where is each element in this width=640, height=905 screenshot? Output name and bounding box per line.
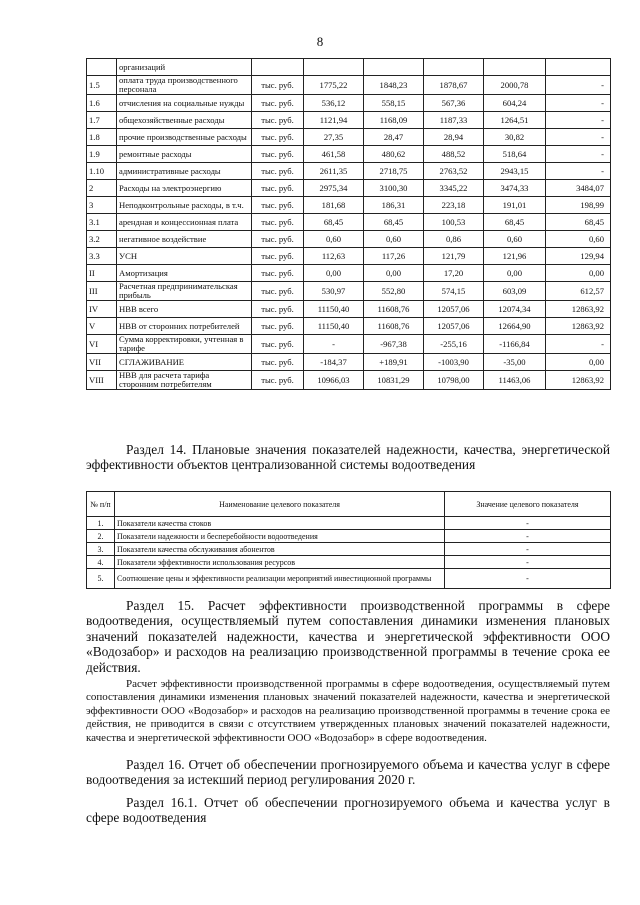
- row-value: 0,60: [546, 231, 611, 248]
- indicator-value: -: [445, 530, 611, 543]
- table-row: [87, 180, 611, 197]
- row-value: 68,45: [364, 214, 424, 231]
- row-name: прочие производственные расходы: [117, 129, 252, 146]
- row-value: 117,26: [364, 248, 424, 265]
- table-row: [87, 543, 611, 556]
- table-row: [87, 214, 611, 231]
- row-code: 1.8: [87, 129, 117, 146]
- row-value: 68,45: [546, 214, 611, 231]
- row-value: 12057,06: [424, 318, 484, 335]
- indicator-value: -: [445, 556, 611, 569]
- table-row: [87, 569, 611, 589]
- row-value: 488,52: [424, 146, 484, 163]
- row-name: Неподконтрольные расходы, в т.ч.: [117, 197, 252, 214]
- section-15-title: Раздел 15. Расчет эффективности производственной программы в сфере водоотведения, осуществляемый путем сопоставления динамики изменения плановых значений показателей надежности, качества и энергетической эффективности ООО «Водозабор» и расходов на реализацию производственной программы в течение срока ее действия.: [86, 598, 610, 675]
- row-value: 2943,15: [484, 163, 546, 180]
- row-value: 0,60: [364, 231, 424, 248]
- row-value: 1264,51: [484, 112, 546, 129]
- row-value: 12057,06: [424, 301, 484, 318]
- row-name: УСН: [117, 248, 252, 265]
- row-value: -: [546, 129, 611, 146]
- table-row: [87, 301, 611, 318]
- section-16-title: Раздел 16. Отчет об обеспечении прогнозируемого объема и качества услуг в сфере водоотведения за истекший период регулирования 2020 г.: [86, 757, 610, 788]
- row-value: 2975,34: [304, 180, 364, 197]
- indicator-no: 2.: [87, 530, 115, 543]
- row-value: 10831,29: [364, 371, 424, 390]
- row-value: 223,18: [424, 197, 484, 214]
- row-code: 3.1: [87, 214, 117, 231]
- row-unit: тыс. руб.: [252, 371, 304, 390]
- header-indicator-value: Значение целевого показателя: [445, 492, 611, 517]
- row-code: III: [87, 282, 117, 301]
- table-row: [87, 282, 611, 301]
- table-row: [87, 248, 611, 265]
- row-value: -255,16: [424, 335, 484, 354]
- row-name: отчисления на социальные нужды: [117, 95, 252, 112]
- row-value: 2718,75: [364, 163, 424, 180]
- row-unit: тыс. руб.: [252, 146, 304, 163]
- row-name: НВВ для расчета тарифа сторонним потребителям: [117, 371, 252, 390]
- indicator-name: Соотношение цены и эффективности реализации мероприятий инвестиционной программы: [115, 569, 445, 589]
- indicators-table: [86, 491, 611, 589]
- row-name: СГЛАЖИВАНИЕ: [117, 354, 252, 371]
- table-row: [87, 318, 611, 335]
- table-row: [87, 129, 611, 146]
- row-unit: тыс. руб.: [252, 95, 304, 112]
- header-no: № п/п: [87, 492, 115, 517]
- row-unit: тыс. руб.: [252, 214, 304, 231]
- row-unit: тыс. руб.: [252, 163, 304, 180]
- row-code: VII: [87, 354, 117, 371]
- indicator-no: 1.: [87, 517, 115, 530]
- row-value: 1168,09: [364, 112, 424, 129]
- table-row: [87, 371, 611, 390]
- row-value: 12863,92: [546, 318, 611, 335]
- row-value: 12074,34: [484, 301, 546, 318]
- row-name: организаций: [117, 59, 252, 76]
- row-value: -: [546, 146, 611, 163]
- row-name: негативное воздействие: [117, 231, 252, 248]
- row-code: V: [87, 318, 117, 335]
- row-value: 480,62: [364, 146, 424, 163]
- row-unit: тыс. руб.: [252, 197, 304, 214]
- table-row: [87, 146, 611, 163]
- row-value: 121,79: [424, 248, 484, 265]
- row-value: 27,35: [304, 129, 364, 146]
- row-value: 100,53: [424, 214, 484, 231]
- row-value: 3100,30: [364, 180, 424, 197]
- row-value: 1848,23: [364, 76, 424, 95]
- indicator-no: 5.: [87, 569, 115, 589]
- row-code: [87, 59, 117, 76]
- table-row: [87, 197, 611, 214]
- row-unit: тыс. руб.: [252, 354, 304, 371]
- row-name: административные расходы: [117, 163, 252, 180]
- row-value: 2611,35: [304, 163, 364, 180]
- financial-table: [86, 58, 611, 390]
- row-value: 603,09: [484, 282, 546, 301]
- row-value: 552,80: [364, 282, 424, 301]
- section-15-body: Расчет эффективности производственной программы в сфере водоотведения, осуществляемый путем сопоставления динамики изменения плановых значений показателей надежности, качества и энергетической эффективности ООО «Водозабор» и расходов на реализацию производственной программы в течение срока ее действия, не приводится в связи с отсутствием утвержденных плановых значений показателей надежности, качества и энергетической эффективности ООО «Водозабор» в сфере водоотведения.: [86, 678, 610, 744]
- row-name: НВВ от сторонних потребителей: [117, 318, 252, 335]
- row-value: 536,12: [304, 95, 364, 112]
- row-value: 68,45: [484, 214, 546, 231]
- row-value: 1775,22: [304, 76, 364, 95]
- page-number: 8: [316, 34, 324, 49]
- row-value: 567,36: [424, 95, 484, 112]
- row-value: [546, 59, 611, 76]
- row-value: 0,00: [304, 265, 364, 282]
- table-row: [87, 335, 611, 354]
- row-value: 0,00: [364, 265, 424, 282]
- row-value: [484, 59, 546, 76]
- row-name: Амортизация: [117, 265, 252, 282]
- row-value: 0,86: [424, 231, 484, 248]
- row-code: 1.10: [87, 163, 117, 180]
- row-name: НВВ всего: [117, 301, 252, 318]
- row-code: IV: [87, 301, 117, 318]
- row-value: 0,00: [546, 265, 611, 282]
- table-row: [87, 354, 611, 371]
- row-code: 1.7: [87, 112, 117, 129]
- row-value: 604,24: [484, 95, 546, 112]
- row-value: 12863,92: [546, 301, 611, 318]
- row-value: 0,60: [484, 231, 546, 248]
- table-row: [87, 59, 611, 76]
- row-value: 1187,33: [424, 112, 484, 129]
- row-value: 518,64: [484, 146, 546, 163]
- row-code: 3.3: [87, 248, 117, 265]
- row-value: [304, 59, 364, 76]
- row-value: 68,45: [304, 214, 364, 231]
- row-value: -: [546, 95, 611, 112]
- row-value: 112,63: [304, 248, 364, 265]
- row-value: 3474,33: [484, 180, 546, 197]
- row-value: 558,15: [364, 95, 424, 112]
- row-code: 3.2: [87, 231, 117, 248]
- row-unit: тыс. руб.: [252, 129, 304, 146]
- row-code: 1.9: [87, 146, 117, 163]
- row-value: 0,00: [484, 265, 546, 282]
- section-16-1-title: Раздел 16.1. Отчет об обеспечении прогнозируемого объема и качества услуг в сфере водоотведения: [86, 795, 610, 826]
- row-name: арендная и концессионная плата: [117, 214, 252, 231]
- row-code: 2: [87, 180, 117, 197]
- row-value: 186,31: [364, 197, 424, 214]
- row-name: Расчетная предпринимательская прибыль: [117, 282, 252, 301]
- row-unit: тыс. руб.: [252, 248, 304, 265]
- table-row: [87, 112, 611, 129]
- row-unit: тыс. руб.: [252, 180, 304, 197]
- row-name: оплата труда производственного персонала: [117, 76, 252, 95]
- row-value: [424, 59, 484, 76]
- row-name: ремонтные расходы: [117, 146, 252, 163]
- indicator-name: Показатели качества стоков: [115, 517, 445, 530]
- header-indicator-name: Наименование целевого показателя: [115, 492, 445, 517]
- row-value: -: [304, 335, 364, 354]
- row-value: 121,96: [484, 248, 546, 265]
- row-value: 10966,03: [304, 371, 364, 390]
- row-value: 11150,40: [304, 318, 364, 335]
- row-value: 191,01: [484, 197, 546, 214]
- row-value: -184,37: [304, 354, 364, 371]
- row-value: 0,60: [304, 231, 364, 248]
- indicator-value: -: [445, 569, 611, 589]
- row-value: 10798,00: [424, 371, 484, 390]
- row-value: 11608,76: [364, 301, 424, 318]
- row-value: 461,58: [304, 146, 364, 163]
- row-value: -967,38: [364, 335, 424, 354]
- row-unit: тыс. руб.: [252, 231, 304, 248]
- row-value: -: [546, 112, 611, 129]
- table-row: [87, 76, 611, 95]
- row-value: 129,94: [546, 248, 611, 265]
- row-value: -: [546, 335, 611, 354]
- indicator-name: Показатели качества обслуживания абонентов: [115, 543, 445, 556]
- row-value: 0,00: [546, 354, 611, 371]
- row-code: 3: [87, 197, 117, 214]
- row-value: 30,82: [484, 129, 546, 146]
- row-value: -: [546, 76, 611, 95]
- table-row: [87, 163, 611, 180]
- row-value: -1003,90: [424, 354, 484, 371]
- table-row: [87, 231, 611, 248]
- indicator-no: 4.: [87, 556, 115, 569]
- row-name: Сумма корректировки, учтенная в тарифе: [117, 335, 252, 354]
- row-code: VIII: [87, 371, 117, 390]
- row-unit: тыс. руб.: [252, 335, 304, 354]
- row-name: Расходы на электроэнергию: [117, 180, 252, 197]
- row-value: 12664,90: [484, 318, 546, 335]
- row-name: общехозяйственные расходы: [117, 112, 252, 129]
- indicator-value: -: [445, 517, 611, 530]
- row-unit: тыс. руб.: [252, 282, 304, 301]
- table-row: [87, 517, 611, 530]
- row-value: 12863,92: [546, 371, 611, 390]
- row-unit: [252, 59, 304, 76]
- indicator-no: 3.: [87, 543, 115, 556]
- row-value: 198,99: [546, 197, 611, 214]
- indicator-value: -: [445, 543, 611, 556]
- row-value: 612,57: [546, 282, 611, 301]
- row-code: 1.6: [87, 95, 117, 112]
- row-value: 2000,78: [484, 76, 546, 95]
- row-value: 574,15: [424, 282, 484, 301]
- table-row: [87, 530, 611, 543]
- row-unit: тыс. руб.: [252, 112, 304, 129]
- row-value: 530,97: [304, 282, 364, 301]
- row-value: 11150,40: [304, 301, 364, 318]
- row-value: 28,47: [364, 129, 424, 146]
- row-value: 181,68: [304, 197, 364, 214]
- row-value: 17,20: [424, 265, 484, 282]
- row-value: 11608,76: [364, 318, 424, 335]
- row-value: 2763,52: [424, 163, 484, 180]
- row-value: +189,91: [364, 354, 424, 371]
- row-value: 3345,22: [424, 180, 484, 197]
- row-value: [364, 59, 424, 76]
- row-unit: тыс. руб.: [252, 318, 304, 335]
- row-value: -35,00: [484, 354, 546, 371]
- table-row: [87, 95, 611, 112]
- row-code: VI: [87, 335, 117, 354]
- table-row: [87, 265, 611, 282]
- row-value: 1121,94: [304, 112, 364, 129]
- section-14-title: Раздел 14. Плановые значения показателей надежности, качества, энергетической эффективности объектов централизованной системы водоотведения: [86, 442, 610, 473]
- row-code: II: [87, 265, 117, 282]
- row-unit: тыс. руб.: [252, 265, 304, 282]
- indicator-name: Показатели надежности и бесперебойности водоотведения: [115, 530, 445, 543]
- row-unit: тыс. руб.: [252, 76, 304, 95]
- row-value: 3484,07: [546, 180, 611, 197]
- row-value: 28,94: [424, 129, 484, 146]
- row-value: -1166,84: [484, 335, 546, 354]
- indicator-name: Показатели эффективности использования ресурсов: [115, 556, 445, 569]
- row-code: 1.5: [87, 76, 117, 95]
- table-row: [87, 556, 611, 569]
- row-value: 11463,06: [484, 371, 546, 390]
- row-unit: тыс. руб.: [252, 301, 304, 318]
- row-value: -: [546, 163, 611, 180]
- row-value: 1878,67: [424, 76, 484, 95]
